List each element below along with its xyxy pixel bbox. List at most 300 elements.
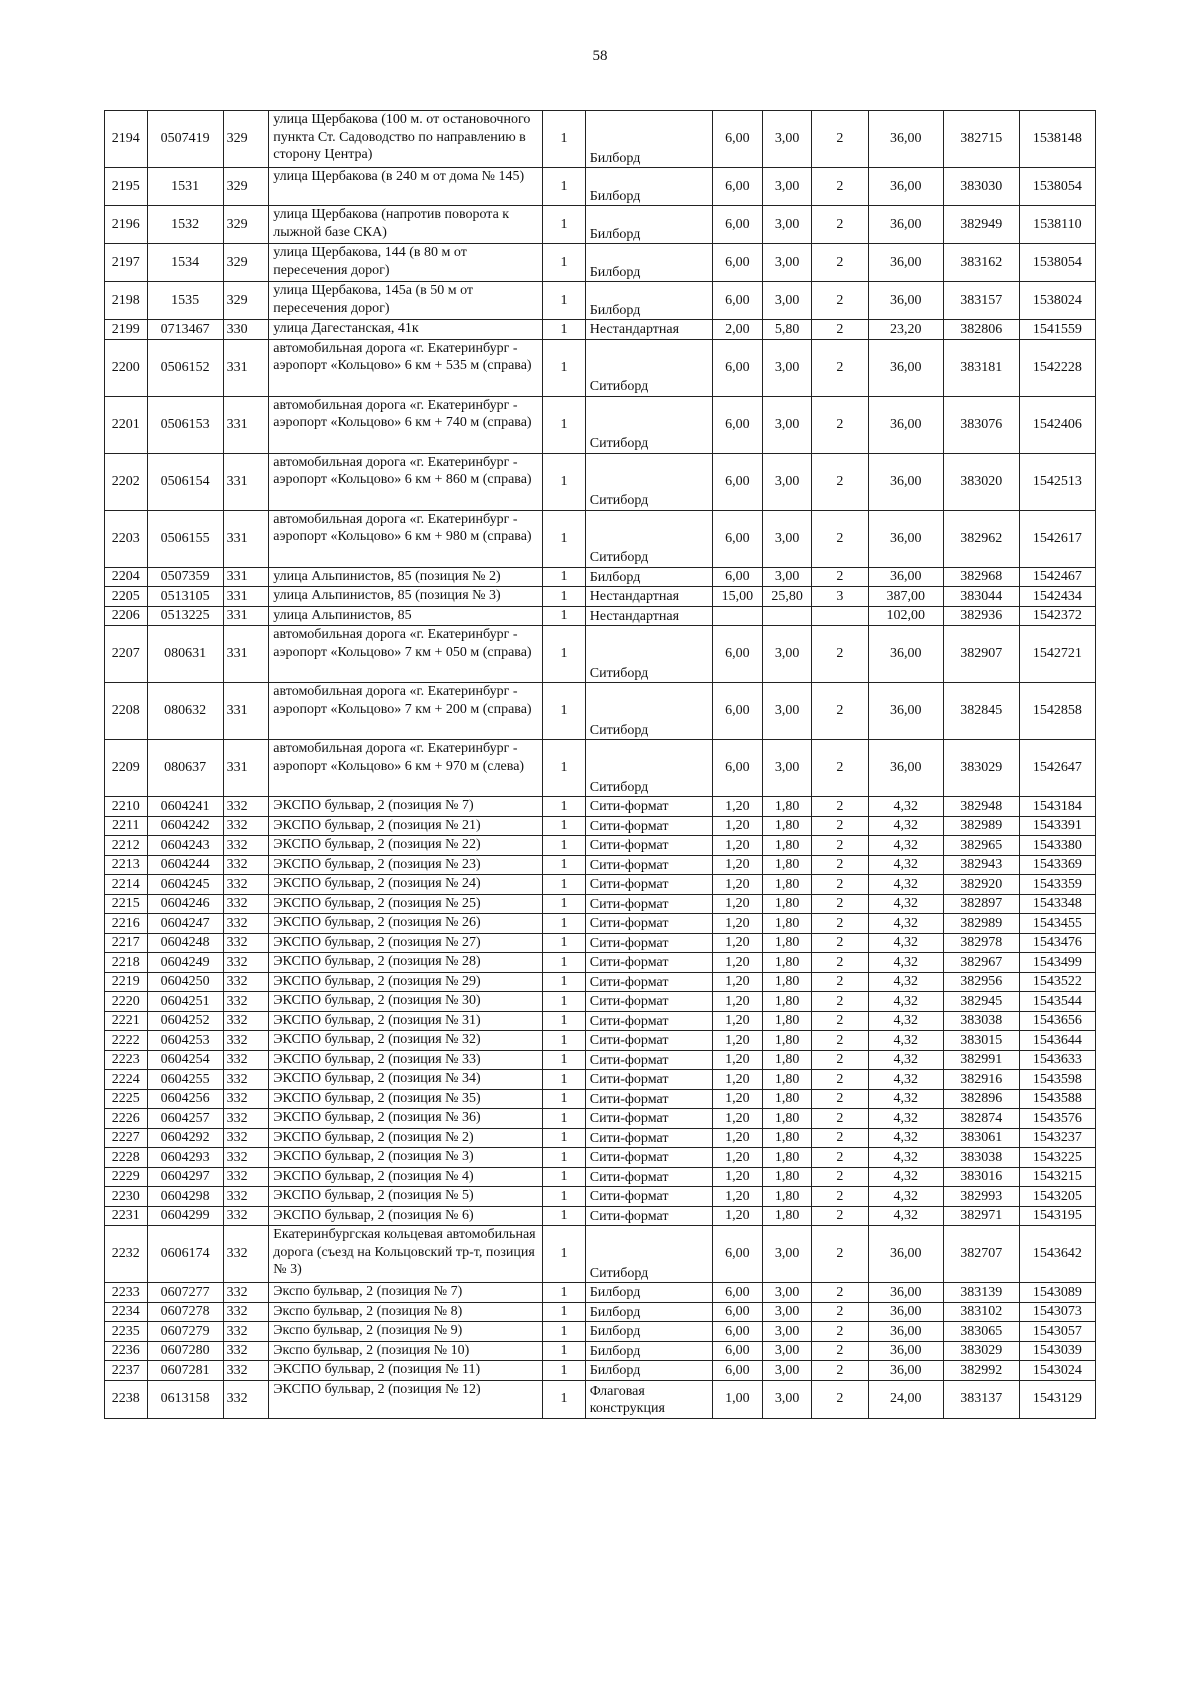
cell-sides: 2: [811, 206, 868, 244]
cell-code: 0604254: [147, 1050, 223, 1070]
table-row: [105, 244, 1096, 282]
cell-address: автомобильная дорога «г. Екатеринбург - аэропорт «Кольцово» 6 км + 740 м (справа): [269, 396, 543, 453]
cell-area: 4,32: [868, 933, 943, 953]
table-row: [105, 606, 1096, 626]
cell-height: 1,80: [763, 953, 812, 973]
cell-width: 6,00: [712, 683, 763, 740]
cell-width: 1,20: [712, 1206, 763, 1226]
cell-y: 1543039: [1019, 1341, 1095, 1361]
cell-x: 382907: [943, 626, 1019, 683]
cell-num: 2199: [105, 320, 148, 340]
cell-y: 1542467: [1019, 567, 1095, 587]
cell-y: 1538110: [1019, 206, 1095, 244]
cell-num: 2230: [105, 1187, 148, 1207]
cell-code: 0604256: [147, 1089, 223, 1109]
cell-address: автомобильная дорога «г. Екатеринбург - аэропорт «Кольцово» 6 км + 970 м (слева): [269, 740, 543, 797]
cell-width: 6,00: [712, 1283, 763, 1303]
cell-type: Сити-формат: [585, 1206, 712, 1226]
cell-x: 383029: [943, 740, 1019, 797]
cell-num: 2232: [105, 1226, 148, 1283]
cell-zone: 329: [223, 282, 269, 320]
cell-zone: 332: [223, 894, 269, 914]
cell-count: 1: [543, 1322, 586, 1342]
cell-area: 4,32: [868, 1031, 943, 1051]
table-row: [105, 992, 1096, 1012]
cell-zone: 331: [223, 587, 269, 607]
cell-address: ЭКСПО бульвар, 2 (позиция № 25): [269, 894, 543, 914]
table-row: [105, 206, 1096, 244]
cell-y: 1543476: [1019, 933, 1095, 953]
cell-num: 2238: [105, 1380, 148, 1418]
cell-num: 2231: [105, 1206, 148, 1226]
cell-zone: 329: [223, 206, 269, 244]
cell-width: 6,00: [712, 510, 763, 567]
cell-area: 24,00: [868, 1380, 943, 1418]
cell-count: 1: [543, 396, 586, 453]
cell-address: Экспо бульвар, 2 (позиция № 8): [269, 1302, 543, 1322]
cell-sides: 2: [811, 683, 868, 740]
table-row: [105, 1031, 1096, 1051]
cell-type: Сити-формат: [585, 992, 712, 1012]
cell-x: 383139: [943, 1283, 1019, 1303]
cell-num: 2237: [105, 1361, 148, 1381]
cell-count: 1: [543, 1011, 586, 1031]
cell-type: Ситиборд: [585, 453, 712, 510]
cell-area: 36,00: [868, 453, 943, 510]
cell-y: 1543195: [1019, 1206, 1095, 1226]
cell-width: 6,00: [712, 1226, 763, 1283]
cell-zone: 332: [223, 933, 269, 953]
cell-height: 3,00: [763, 740, 812, 797]
cell-code: 0506153: [147, 396, 223, 453]
cell-sides: 2: [811, 1031, 868, 1051]
cell-address: ЭКСПО бульвар, 2 (позиция № 27): [269, 933, 543, 953]
cell-code: 0604244: [147, 855, 223, 875]
table-row: [105, 1187, 1096, 1207]
cell-sides: 2: [811, 1167, 868, 1187]
cell-num: 2205: [105, 587, 148, 607]
cell-zone: 331: [223, 567, 269, 587]
cell-code: 0604298: [147, 1187, 223, 1207]
table-row: [105, 914, 1096, 934]
cell-y: 1542858: [1019, 683, 1095, 740]
cell-width: 1,20: [712, 1070, 763, 1090]
cell-sides: 2: [811, 1341, 868, 1361]
cell-area: 36,00: [868, 626, 943, 683]
cell-height: 1,80: [763, 894, 812, 914]
cell-sides: 2: [811, 1128, 868, 1148]
table-row: [105, 1302, 1096, 1322]
cell-num: 2200: [105, 339, 148, 396]
cell-sides: 2: [811, 1322, 868, 1342]
table-row: [105, 1148, 1096, 1168]
cell-area: 102,00: [868, 606, 943, 626]
table-row: [105, 282, 1096, 320]
cell-sides: 2: [811, 320, 868, 340]
cell-y: 1543544: [1019, 992, 1095, 1012]
cell-zone: 332: [223, 1206, 269, 1226]
table-row: [105, 875, 1096, 895]
cell-x: 383015: [943, 1031, 1019, 1051]
cell-height: 1,80: [763, 1031, 812, 1051]
cell-code: 0513105: [147, 587, 223, 607]
table-row: [105, 933, 1096, 953]
cell-sides: 2: [811, 972, 868, 992]
cell-zone: 332: [223, 1011, 269, 1031]
cell-height: 1,80: [763, 855, 812, 875]
cell-code: 0506154: [147, 453, 223, 510]
cell-y: 1543576: [1019, 1109, 1095, 1129]
cell-height: 1,80: [763, 992, 812, 1012]
cell-y: 1542372: [1019, 606, 1095, 626]
cell-y: 1543391: [1019, 816, 1095, 836]
cell-type: Ситиборд: [585, 626, 712, 683]
cell-code: 0604243: [147, 836, 223, 856]
cell-sides: [811, 606, 868, 626]
cell-num: 2196: [105, 206, 148, 244]
cell-code: 0507419: [147, 111, 223, 168]
cell-area: 36,00: [868, 1361, 943, 1381]
cell-address: Екатеринбургская кольцевая автомобильная дорога (съезд на Кольцовский тр-т, позиция № 3): [269, 1226, 543, 1283]
cell-num: 2223: [105, 1050, 148, 1070]
cell-sides: 2: [811, 1187, 868, 1207]
cell-type: Билборд: [585, 168, 712, 206]
cell-area: 36,00: [868, 1322, 943, 1342]
cell-x: 382936: [943, 606, 1019, 626]
cell-area: 4,32: [868, 1050, 943, 1070]
table-row: [105, 1089, 1096, 1109]
cell-sides: 2: [811, 836, 868, 856]
table-row: [105, 1011, 1096, 1031]
cell-count: 1: [543, 510, 586, 567]
cell-area: 4,32: [868, 1206, 943, 1226]
cell-x: 382896: [943, 1089, 1019, 1109]
cell-y: 1543642: [1019, 1226, 1095, 1283]
cell-count: 1: [543, 1031, 586, 1051]
cell-width: 1,20: [712, 875, 763, 895]
cell-sides: 2: [811, 168, 868, 206]
cell-area: 4,32: [868, 1187, 943, 1207]
cell-count: 1: [543, 933, 586, 953]
cell-height: 3,00: [763, 396, 812, 453]
table-row: [105, 626, 1096, 683]
cell-type: Сити-формат: [585, 1070, 712, 1090]
cell-zone: 332: [223, 1128, 269, 1148]
cell-area: 4,32: [868, 797, 943, 817]
cell-height: 3,00: [763, 1322, 812, 1342]
cell-zone: 331: [223, 510, 269, 567]
cell-y: 1543089: [1019, 1283, 1095, 1303]
cell-num: 2194: [105, 111, 148, 168]
cell-address: улица Дагестанская, 41к: [269, 320, 543, 340]
cell-zone: 332: [223, 914, 269, 934]
cell-zone: 331: [223, 740, 269, 797]
cell-height: 1,80: [763, 1187, 812, 1207]
cell-height: 3,00: [763, 282, 812, 320]
cell-count: 1: [543, 1089, 586, 1109]
cell-width: 1,20: [712, 1187, 763, 1207]
cell-type: Сити-формат: [585, 1031, 712, 1051]
cell-count: 1: [543, 836, 586, 856]
cell-sides: 2: [811, 914, 868, 934]
cell-area: 4,32: [868, 1089, 943, 1109]
cell-x: 382993: [943, 1187, 1019, 1207]
cell-area: 4,32: [868, 972, 943, 992]
cell-count: 1: [543, 1361, 586, 1381]
cell-width: 6,00: [712, 453, 763, 510]
table-row: [105, 1380, 1096, 1418]
cell-num: 2208: [105, 683, 148, 740]
table-row: [105, 111, 1096, 168]
cell-sides: 2: [811, 1302, 868, 1322]
cell-height: 5,80: [763, 320, 812, 340]
cell-y: 1543522: [1019, 972, 1095, 992]
cell-address: ЭКСПО бульвар, 2 (позиция № 5): [269, 1187, 543, 1207]
cell-count: 1: [543, 1283, 586, 1303]
cell-width: [712, 606, 763, 626]
cell-address: автомобильная дорога «г. Екатеринбург - аэропорт «Кольцово» 6 км + 535 м (справа): [269, 339, 543, 396]
cell-height: 3,00: [763, 1283, 812, 1303]
cell-zone: 332: [223, 1187, 269, 1207]
cell-num: 2206: [105, 606, 148, 626]
cell-type: Нестандартная: [585, 587, 712, 607]
cell-code: 0604248: [147, 933, 223, 953]
cell-zone: 331: [223, 683, 269, 740]
cell-count: 1: [543, 587, 586, 607]
table-row: [105, 972, 1096, 992]
cell-num: 2236: [105, 1341, 148, 1361]
cell-num: 2214: [105, 875, 148, 895]
cell-count: 1: [543, 320, 586, 340]
cell-width: 6,00: [712, 1361, 763, 1381]
page-number: 58: [592, 48, 608, 64]
cell-height: 3,00: [763, 168, 812, 206]
cell-width: 6,00: [712, 282, 763, 320]
cell-area: 4,32: [868, 816, 943, 836]
cell-zone: 332: [223, 1341, 269, 1361]
cell-sides: 2: [811, 933, 868, 953]
cell-width: 1,20: [712, 894, 763, 914]
cell-width: 6,00: [712, 396, 763, 453]
cell-y: 1542228: [1019, 339, 1095, 396]
cell-code: 080631: [147, 626, 223, 683]
cell-x: 383016: [943, 1167, 1019, 1187]
cell-y: 1541559: [1019, 320, 1095, 340]
cell-width: 1,00: [712, 1380, 763, 1418]
cell-x: 382943: [943, 855, 1019, 875]
cell-num: 2218: [105, 953, 148, 973]
cell-width: 1,20: [712, 1050, 763, 1070]
cell-type: Билборд: [585, 567, 712, 587]
cell-num: 2222: [105, 1031, 148, 1051]
cell-area: 4,32: [868, 992, 943, 1012]
cell-code: 0604242: [147, 816, 223, 836]
cell-num: 2219: [105, 972, 148, 992]
cell-num: 2217: [105, 933, 148, 953]
cell-area: 4,32: [868, 914, 943, 934]
cell-type: Нестандартная: [585, 606, 712, 626]
cell-type: Сити-формат: [585, 1109, 712, 1129]
cell-num: 2202: [105, 453, 148, 510]
cell-count: 1: [543, 1128, 586, 1148]
cell-num: 2197: [105, 244, 148, 282]
cell-width: 1,20: [712, 1109, 763, 1129]
cell-height: 3,00: [763, 1361, 812, 1381]
cell-count: 1: [543, 855, 586, 875]
cell-x: 383162: [943, 244, 1019, 282]
cell-width: 6,00: [712, 1302, 763, 1322]
cell-zone: 332: [223, 972, 269, 992]
cell-num: 2224: [105, 1070, 148, 1090]
cell-area: 4,32: [868, 953, 943, 973]
table-row: [105, 836, 1096, 856]
cell-y: 1543359: [1019, 875, 1095, 895]
table-row: [105, 1128, 1096, 1148]
cell-x: 383030: [943, 168, 1019, 206]
cell-area: 36,00: [868, 567, 943, 587]
cell-x: 383157: [943, 282, 1019, 320]
cell-code: 080632: [147, 683, 223, 740]
cell-y: 1543380: [1019, 836, 1095, 856]
table-row: [105, 587, 1096, 607]
cell-code: 0604293: [147, 1148, 223, 1168]
cell-height: 3,00: [763, 1226, 812, 1283]
cell-code: 0506152: [147, 339, 223, 396]
cell-type: Сити-формат: [585, 855, 712, 875]
cell-num: 2233: [105, 1283, 148, 1303]
cell-x: 382948: [943, 797, 1019, 817]
cell-sides: 2: [811, 797, 868, 817]
cell-address: ЭКСПО бульвар, 2 (позиция № 29): [269, 972, 543, 992]
cell-address: ЭКСПО бульвар, 2 (позиция № 6): [269, 1206, 543, 1226]
cell-height: [763, 606, 812, 626]
cell-sides: 2: [811, 1011, 868, 1031]
cell-sides: 2: [811, 1089, 868, 1109]
cell-num: 2212: [105, 836, 148, 856]
cell-code: 1532: [147, 206, 223, 244]
cell-type: Билборд: [585, 244, 712, 282]
cell-num: 2209: [105, 740, 148, 797]
cell-y: 1538148: [1019, 111, 1095, 168]
cell-count: 1: [543, 339, 586, 396]
cell-sides: 2: [811, 1226, 868, 1283]
cell-type: Сити-формат: [585, 1148, 712, 1168]
cell-count: 1: [543, 992, 586, 1012]
cell-x: 382991: [943, 1050, 1019, 1070]
cell-area: 4,32: [868, 1109, 943, 1129]
cell-sides: 2: [811, 894, 868, 914]
cell-sides: 2: [811, 1050, 868, 1070]
cell-area: 4,32: [868, 1148, 943, 1168]
cell-address: ЭКСПО бульвар, 2 (позиция № 12): [269, 1380, 543, 1418]
cell-height: 1,80: [763, 933, 812, 953]
cell-width: 6,00: [712, 1322, 763, 1342]
cell-zone: 332: [223, 1109, 269, 1129]
cell-code: 0506155: [147, 510, 223, 567]
cell-width: 6,00: [712, 206, 763, 244]
cell-x: 383038: [943, 1148, 1019, 1168]
cell-address: Экспо бульвар, 2 (позиция № 10): [269, 1341, 543, 1361]
cell-width: 2,00: [712, 320, 763, 340]
cell-width: 6,00: [712, 168, 763, 206]
cell-address: улица Щербакова (напротив поворота к лыжной базе СКА): [269, 206, 543, 244]
cell-address: ЭКСПО бульвар, 2 (позиция № 36): [269, 1109, 543, 1129]
cell-code: 0607280: [147, 1341, 223, 1361]
cell-height: 1,80: [763, 875, 812, 895]
cell-width: 1,20: [712, 1128, 763, 1148]
cell-code: 1534: [147, 244, 223, 282]
cell-zone: 332: [223, 1050, 269, 1070]
cell-address: улица Щербакова, 144 (в 80 м от пересечения дорог): [269, 244, 543, 282]
cell-sides: 2: [811, 567, 868, 587]
cell-area: 36,00: [868, 1302, 943, 1322]
table-row: [105, 453, 1096, 510]
cell-x: 382965: [943, 836, 1019, 856]
cell-count: 1: [543, 797, 586, 817]
cell-count: 1: [543, 816, 586, 836]
cell-count: 1: [543, 875, 586, 895]
cell-x: 382845: [943, 683, 1019, 740]
cell-height: 1,80: [763, 1109, 812, 1129]
cell-address: ЭКСПО бульвар, 2 (позиция № 32): [269, 1031, 543, 1051]
cell-y: 1543369: [1019, 855, 1095, 875]
cell-height: 1,80: [763, 797, 812, 817]
table-row: [105, 953, 1096, 973]
cell-height: 3,00: [763, 1380, 812, 1418]
cell-num: 2210: [105, 797, 148, 817]
cell-y: 1543588: [1019, 1089, 1095, 1109]
cell-height: 3,00: [763, 626, 812, 683]
cell-zone: 332: [223, 797, 269, 817]
cell-height: 3,00: [763, 453, 812, 510]
cell-sides: 2: [811, 1283, 868, 1303]
cell-num: 2198: [105, 282, 148, 320]
cell-area: 36,00: [868, 168, 943, 206]
cell-y: 1543633: [1019, 1050, 1095, 1070]
cell-y: 1543499: [1019, 953, 1095, 973]
cell-count: 1: [543, 1148, 586, 1168]
cell-count: 1: [543, 683, 586, 740]
cell-count: 1: [543, 626, 586, 683]
cell-code: 0604249: [147, 953, 223, 973]
cell-zone: 331: [223, 626, 269, 683]
table-row: [105, 797, 1096, 817]
cell-code: 0604292: [147, 1128, 223, 1148]
cell-area: 4,32: [868, 894, 943, 914]
cell-sides: 2: [811, 282, 868, 320]
cell-address: ЭКСПО бульвар, 2 (позиция № 21): [269, 816, 543, 836]
cell-type: Сити-формат: [585, 1050, 712, 1070]
cell-width: 1,20: [712, 1089, 763, 1109]
cell-address: ЭКСПО бульвар, 2 (позиция № 3): [269, 1148, 543, 1168]
cell-y: 1538054: [1019, 244, 1095, 282]
cell-count: 1: [543, 953, 586, 973]
cell-type: Ситиборд: [585, 740, 712, 797]
cell-address: автомобильная дорога «г. Екатеринбург - аэропорт «Кольцово» 6 км + 860 м (справа): [269, 453, 543, 510]
cell-count: 1: [543, 740, 586, 797]
cell-code: 0604247: [147, 914, 223, 934]
cell-count: 1: [543, 567, 586, 587]
cell-height: 1,80: [763, 1148, 812, 1168]
cell-zone: 331: [223, 396, 269, 453]
table-row: [105, 567, 1096, 587]
cell-count: 1: [543, 1070, 586, 1090]
cell-y: 1543598: [1019, 1070, 1095, 1090]
cell-code: 0604241: [147, 797, 223, 817]
cell-sides: 2: [811, 244, 868, 282]
cell-address: ЭКСПО бульвар, 2 (позиция № 34): [269, 1070, 543, 1090]
cell-code: 0604250: [147, 972, 223, 992]
